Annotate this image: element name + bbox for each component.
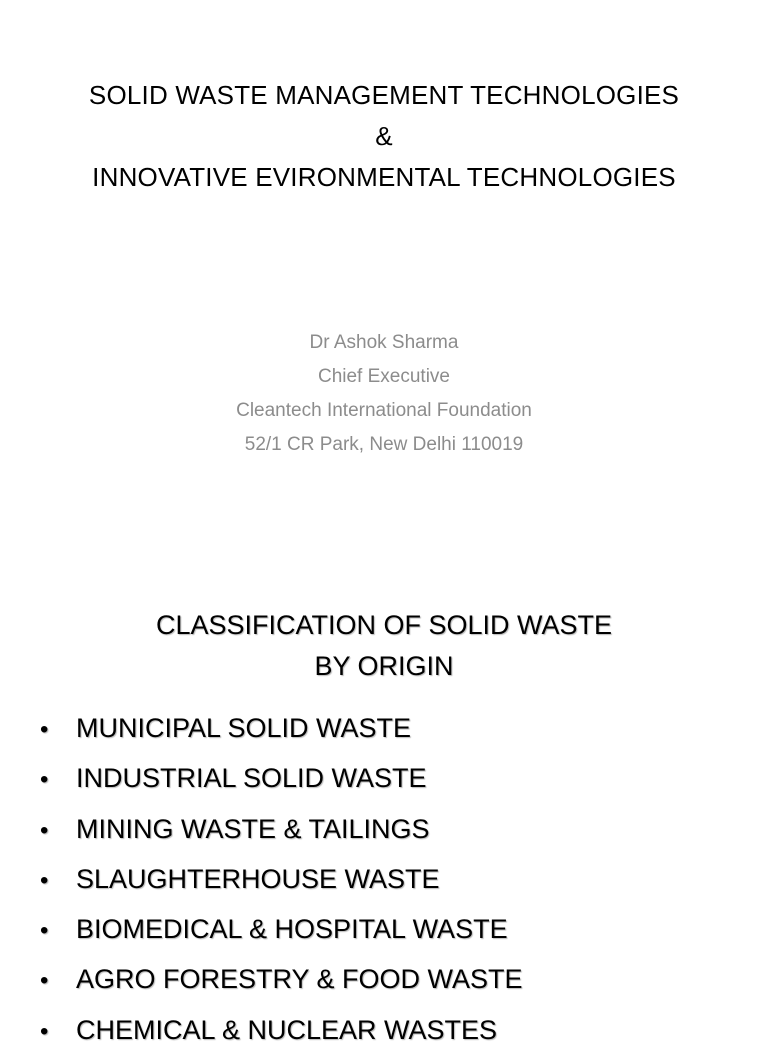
heading-line: CLASSIFICATION OF SOLID WASTE — [155, 610, 613, 640]
list-item-label: MINING WASTE & TAILINGS — [76, 813, 430, 844]
title-line: SOLID WASTE MANAGEMENT TECHNOLOGIES — [88, 80, 680, 110]
classification-slide — [0, 576, 768, 1045]
bullet-icon: • — [40, 816, 49, 844]
heading-line: BY ORIGIN — [314, 651, 454, 681]
bullet-icon: • — [40, 766, 49, 794]
list-item — [40, 955, 523, 1005]
bullet-icon: • — [40, 967, 49, 995]
list-item — [40, 754, 523, 804]
list-item-label: BIOMEDICAL & HOSPITAL WASTE — [76, 914, 508, 945]
title-line: INNOVATIVE EVIRONMENTAL TECHNOLOGIES — [92, 162, 676, 192]
presentation-title — [0, 75, 768, 198]
list-item — [40, 805, 523, 855]
author-organization: Cleantech International Foundation — [236, 400, 532, 421]
list-item-label: AGRO FORESTRY & FOOD WASTE — [76, 964, 523, 995]
list-item-label: CHEMICAL & NUCLEAR WASTES — [76, 1014, 498, 1045]
list-item — [40, 855, 523, 905]
bullet-icon: • — [40, 866, 49, 894]
author-role: Chief Executive — [317, 366, 450, 387]
list-item-label: INDUSTRIAL SOLID WASTE — [76, 763, 427, 794]
bullet-icon: • — [40, 716, 49, 743]
slide-heading — [0, 605, 768, 687]
author-address: 52/1 CR Park, New Delhi 110019 — [244, 434, 524, 455]
list-item — [40, 704, 523, 754]
bullet-icon: • — [40, 1017, 49, 1045]
title-line: & — [375, 121, 393, 151]
list-item-label: MUNICIPAL SOLID WASTE — [76, 713, 412, 743]
bullet-icon: • — [40, 917, 49, 945]
list-item — [40, 1006, 523, 1056]
author-name: Dr Ashok Sharma — [309, 332, 459, 353]
list-item — [40, 905, 523, 955]
waste-type-list — [40, 704, 523, 1056]
list-item-label: SLAUGHTERHOUSE WASTE — [76, 863, 440, 894]
author-info — [0, 326, 768, 462]
